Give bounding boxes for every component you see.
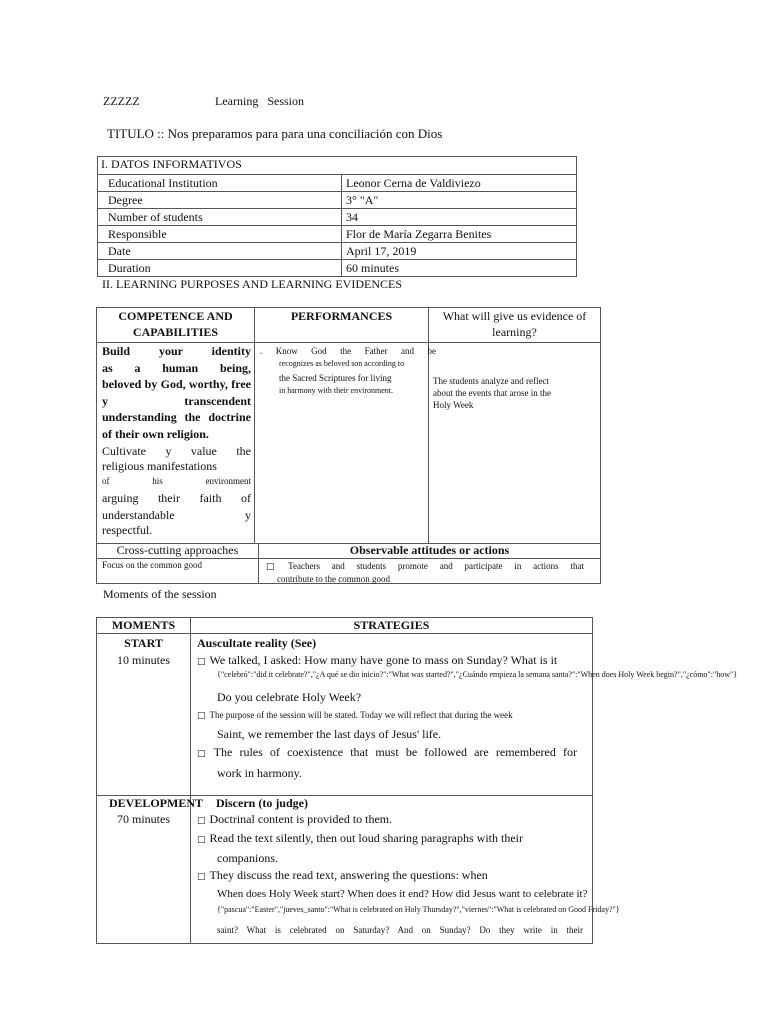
evidence-line: The students analyze and reflect (433, 376, 549, 386)
start-bullet-2-cont: Saint, we remember the last days of Jesus' life. (217, 727, 442, 741)
datos-value: 3° "A" (342, 192, 577, 209)
evidence-text (433, 375, 598, 411)
evidence-header: What will give us evidence of learning? (442, 309, 587, 339)
datos-label: Number of students (98, 209, 342, 226)
table-row (98, 175, 577, 192)
start-bullet-1-question: Do you celebrate Holy Week? (217, 690, 362, 704)
development-bullet-3-q2: saint? What is celebrated on Saturday? And on Sunday? Do they write in their (217, 925, 583, 935)
cross-cutting-value: Focus on the common good (102, 560, 202, 570)
capability-line: respectful. (102, 522, 153, 537)
datos-value: Flor de María Zegarra Benites (342, 226, 577, 243)
start-section-title: Auscultate reality (See) (197, 636, 317, 650)
start-bullet-3-cont: work in harmony. (217, 766, 302, 780)
datos-value: 60 minutes (342, 260, 577, 277)
datos-value: 34 (342, 209, 577, 226)
table-row (98, 209, 577, 226)
table-row (98, 192, 577, 209)
competence-text (102, 343, 251, 538)
development-section-title: Discern (to judge) (216, 796, 308, 810)
start-time: 10 minutes (117, 653, 170, 667)
development-bullet-2: □ Read the text silently, then out loud sharing paragraphs with their (197, 831, 523, 846)
competence-line: of their own religion. (102, 426, 209, 441)
performance-line: recognizes as beloved son according to (279, 359, 405, 368)
col-divider (254, 307, 255, 543)
start-bullet-1: □ We talked, I asked: How many have gone to mass on Sunday? What is it (197, 653, 557, 668)
performance-line: the Sacred Scriptures for living (279, 373, 392, 383)
performance-text (260, 345, 436, 397)
datos-label: Date (98, 243, 342, 260)
evidence-line: Holy Week (433, 400, 474, 410)
session-title: TITULO :: Nos preparamos para para una conciliación con Dios (107, 126, 443, 141)
development-bullet-3: □ They discuss the read text, answering the questions: when (197, 868, 488, 883)
datos-table (97, 174, 577, 277)
row-divider (96, 558, 601, 559)
development-time: 70 minutes (117, 812, 170, 826)
col-divider (190, 617, 191, 944)
capability-line: arguing their faith of (102, 490, 251, 505)
attitude-line: contribute to the common good (277, 574, 390, 584)
competence-line: Build your identity (102, 344, 251, 358)
document-code: ZZZZZ (103, 94, 140, 108)
start-label: START (124, 636, 163, 650)
document-type: Learning Session (215, 94, 304, 108)
datos-label: Educational Institution (98, 175, 342, 192)
development-bullet-3-json: {"pascua":"Easter","jueves_santo":"What is celebrated on Holy Thursday?","viernes":"What is celebrated on Good Friday?"} (217, 905, 620, 914)
datos-value: Leonor Cerna de Valdiviezo (342, 175, 577, 192)
performances-header: PERFORMANCES (290, 309, 393, 323)
table-row (98, 260, 577, 277)
datos-label: Degree (98, 192, 342, 209)
capability-line: of his environment (102, 475, 251, 486)
capability-line: Cultivate y value the (102, 443, 251, 458)
table-row (98, 226, 577, 243)
col-divider (428, 307, 429, 543)
development-bullet-1: □ Doctrinal content is provided to them. (197, 812, 392, 827)
performance-line: . Know God the Father and be (260, 346, 436, 356)
start-bullet-1-json: {"celebró":"did it celebrate?","¿A qué se dio inicio?":"What was started?","¿Cuándo empieza la semana santa?":"When does Holy Week begin?","¿cómo":"how"} (217, 670, 738, 679)
moments-heading: Moments of the session (103, 587, 217, 601)
datos-heading: I. DATOS INFORMATIVOS (101, 157, 242, 171)
competence-line: as a human being, (102, 360, 251, 375)
performance-line: in harmony with their environment. (279, 386, 393, 395)
cross-cutting-header: Cross-cutting approaches (116, 543, 239, 557)
attitudes-header: Observable attitudes or actions (349, 543, 510, 557)
table-row (98, 243, 577, 260)
strategies-header: STRATEGIES (353, 618, 430, 632)
moments-header: MOMENTS (111, 618, 176, 632)
capability-line: religious manifestations (102, 458, 217, 473)
datos-label: Duration (98, 260, 342, 277)
datos-label: Responsible (98, 226, 342, 243)
evidence-line: about the events that arose in the (433, 388, 551, 398)
attitudes-value (266, 560, 584, 585)
development-bullet-2-cont: companions. (217, 851, 278, 865)
competence-line: understanding the doctrine (102, 410, 251, 424)
competence-line: beloved by God, worthy, free (102, 377, 251, 391)
row-divider (96, 633, 593, 634)
capability-line: understandable y (102, 507, 251, 522)
development-bullet-3-q1: When does Holy Week start? When does it end? How did Jesus want to celebrate it? (217, 888, 588, 900)
attitude-line: □ Teachers and students promote and participate in actions that (266, 560, 584, 573)
development-label: DEVELOPMENT (109, 796, 204, 810)
purposes-heading: II. LEARNING PURPOSES AND LEARNING EVIDENCES (102, 277, 402, 291)
start-bullet-3: □ The rules of coexistence that must be followed are remembered for (197, 745, 577, 760)
competence-header: COMPETENCE AND CAPABILITIES (118, 309, 233, 339)
competence-line: y transcendent (102, 393, 251, 408)
datos-value: April 17, 2019 (342, 243, 577, 260)
start-bullet-2: □ The purpose of the session will be stated. Today we will reflect that during the week (197, 710, 513, 721)
